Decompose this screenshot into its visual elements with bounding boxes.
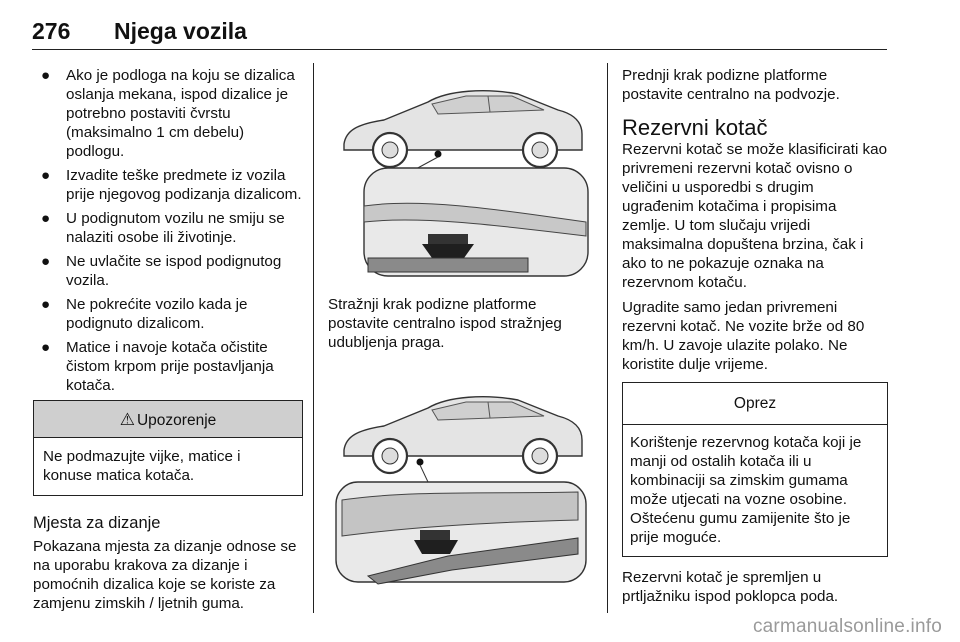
warning-box bbox=[33, 400, 303, 496]
bullet-icon: ● bbox=[41, 67, 51, 84]
bullet-icon: ● bbox=[41, 167, 51, 184]
page-number: 276 bbox=[32, 18, 71, 44]
section-title-spare-wheel: Rezervni kotač bbox=[622, 115, 768, 140]
rear-lift-point-illustration bbox=[328, 66, 596, 280]
bullet-icon: ● bbox=[41, 210, 51, 227]
front-lift-point-illustration bbox=[328, 370, 596, 586]
list-item: ● Ako je podloga na koju se dizalica oslanja mekana, ispod dizalice je potrebno postaviti čvrstu (maksimalno 1 cm debelu) podlogu. bbox=[41, 67, 295, 160]
warning-header bbox=[34, 401, 302, 438]
list-item: ● Ne pokrećite vozilo kada je podignuto dizalicom. bbox=[41, 296, 248, 332]
spare-wheel-para-3: Rezervni kotač je spremljen u prtljažniku ispod poklopca poda. bbox=[622, 569, 839, 605]
caution-box bbox=[622, 382, 888, 557]
warning-text: Ne podmazujte vijke, matice i konuse matica kotača. bbox=[43, 448, 241, 484]
section-text-lifting-points: Pokazana mjesta za dizanje odnose se na uporabu krakova za dizanje i pomoćnih dizalica koje se koriste za zamjenu zimskih / ljetnih guma. bbox=[33, 538, 297, 612]
intro-front-lift: Prednji krak podizne platforme postavite centralno na podvozje. bbox=[622, 67, 840, 103]
bullet-icon: ● bbox=[41, 296, 51, 313]
column-right bbox=[622, 66, 888, 612]
list-item: ● Matice i navoje kotača očistite čistom krpom prije postavljanja kotača. bbox=[41, 339, 274, 394]
column-left bbox=[33, 66, 303, 619]
safety-bullet-list bbox=[33, 66, 303, 395]
list-item: ● Izvadite teške predmete iz vozila prije njegovog podizanja dizalicom. bbox=[41, 167, 302, 203]
warning-title: Upozorenje bbox=[136, 412, 217, 429]
warning-triangle-icon: ⚠ bbox=[119, 410, 135, 429]
page-header bbox=[32, 14, 887, 50]
list-item: ● U podignutom vozilu ne smiju se nalaziti osobe ili životinje. bbox=[41, 210, 285, 246]
bullet-icon: ● bbox=[41, 339, 51, 356]
section-title-lifting-points: Mjesta za dizanje bbox=[33, 514, 161, 532]
figure-caption-rear: Stražnji krak podizne platforme postavite centralno ispod stražnjeg udubljenja praga. bbox=[328, 296, 562, 351]
spare-wheel-para-2: Ugradite samo jedan privremeni rezervni kotač. Ne vozite brže od 80 km/h. U zavoje ulazite polako. Ne koristite dulje vrijeme. bbox=[622, 299, 865, 373]
caution-text: Korištenje rezervnog kotača koji je manji od ostalih kotača ili u kombinaciji sa zimskim gumama može utjecati na vozne osobine. Oštećenu gumu zamijenite što je prije moguće. bbox=[630, 434, 862, 546]
caution-title: Oprez bbox=[623, 383, 887, 425]
watermark: carmanualsonline.info bbox=[752, 616, 942, 637]
list-item: ● Ne uvlačite se ispod podignutog vozila. bbox=[41, 253, 282, 289]
column-divider-2 bbox=[607, 63, 608, 613]
column-divider-1 bbox=[313, 63, 314, 613]
column-middle bbox=[328, 66, 596, 591]
spare-wheel-para-1: Rezervni kotač se može klasificirati kao privremeni rezervni kotač ovisno o veličini u usporedbi s drugim ugrađenim kotačima i propisima zemlje. U tom slučaju vrijedi maksimalna dopuštena brzina, čak i ako to ne pokazuje oznaka na rezervnom kotaču. bbox=[622, 141, 888, 291]
page-title: Njega vozila bbox=[114, 18, 247, 44]
bullet-icon: ● bbox=[41, 253, 51, 270]
